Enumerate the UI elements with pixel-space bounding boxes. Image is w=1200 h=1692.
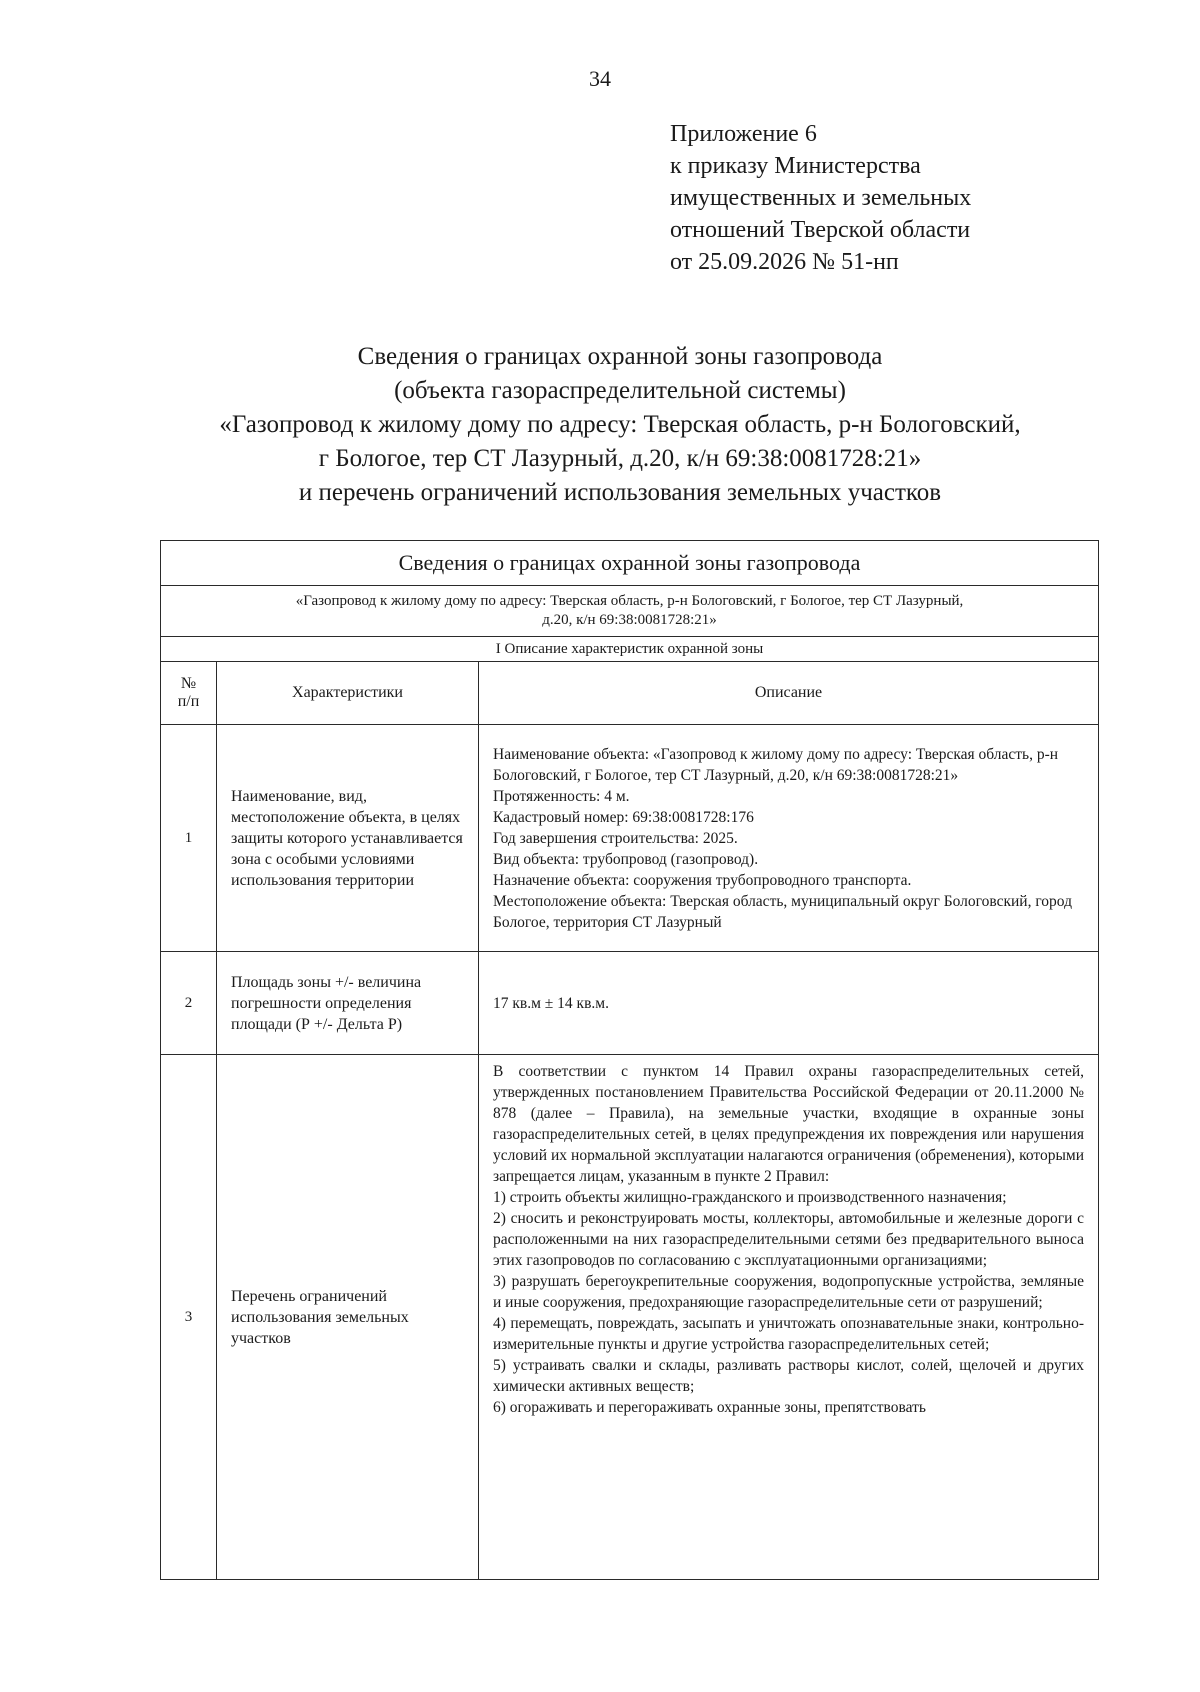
row-number: 1 <box>161 725 217 952</box>
description-line: 3) разрушать берегоукрепительные сооружения, водопропускные устройства, земляные и иные сооружения, предохраняющие газораспределительные сети от разрушений; <box>493 1273 1084 1311</box>
description-line: Назначение объекта: сооружения трубопроводного транспорта. <box>493 871 912 889</box>
appendix-line: к приказу Министерства <box>670 153 921 179</box>
description-line: 2) сносить и реконструировать мосты, коллекторы, автомобильные и железные дороги с расположенными на них газораспределительными сетями без предварительного выноса этих газопроводов по согласованию с эксплуатационными организациями; <box>493 1210 1084 1269</box>
table-row <box>161 725 1099 952</box>
description-line: 4) перемещать, повреждать, засыпать и уничтожать опознавательные знаки, контрольно-измерительные пункты и другие устройства газораспределительных сетей; <box>493 1315 1084 1353</box>
table-row <box>161 1055 1099 1580</box>
description-line: 17 кв.м ± 14 кв.м. <box>493 994 609 1012</box>
column-header-description: Описание <box>479 662 1099 725</box>
object-line: д.20, к/н 69:38:0081728:21» <box>542 612 717 628</box>
row-characteristic: Наименование, вид, местоположение объекта, в целях защиты которого устанавливается зона с особыми условиями использования территории <box>217 725 479 952</box>
description-line: Наименование объекта: «Газопровод к жилому дому по адресу: Тверская область, р-н Бологовский, г Бологое, тер СТ Лазурный, д.20, к/н 69:38:0081728:21» <box>493 745 1059 784</box>
row-number: 2 <box>161 952 217 1055</box>
table-object-name <box>161 586 1099 637</box>
row-characteristic: Перечень ограничений использования земельных участков <box>217 1055 479 1580</box>
document-title <box>150 340 1090 510</box>
description-line: Год завершения строительства: 2025. <box>493 829 738 847</box>
column-header-number <box>161 662 217 725</box>
page-number: 34 <box>589 66 611 91</box>
table-heading: Сведения о границах охранной зоны газопровода <box>161 541 1099 586</box>
title-line: г Бологое, тер СТ Лазурный, д.20, к/н 69:38:0081728:21» <box>318 445 922 472</box>
appendix-line: отношений Тверской области <box>670 217 971 243</box>
row-characteristic: Площадь зоны +/- величина погрешности определения площади (Р +/- Дельта Р) <box>217 952 479 1055</box>
column-header-number-line: п/п <box>177 693 200 710</box>
appendix-block <box>670 118 971 278</box>
description-line: Протяженность: 4 м. <box>493 787 630 805</box>
description-line: Местоположение объекта: Тверская область, муниципальный округ Бологовский, город Бологое, территория СТ Лазурный <box>493 892 1072 931</box>
description-line: 1) строить объекты жилищно-гражданского и производственного назначения; <box>493 1189 1007 1206</box>
title-line: (объекта газораспределительной системы) <box>394 377 846 404</box>
table-section-title: I Описание характеристик охранной зоны <box>161 637 1099 662</box>
column-header-number-line: № <box>180 675 197 692</box>
description-line: 6) огораживать и перегораживать охранные зоны, препятствовать <box>493 1399 926 1416</box>
description-line: В соответствии с пунктом 14 Правил охраны газораспределительных сетей, утвержденных постановлением Правительства Российской Федерации от 20.11.2000 № 878 (далее – Правила), на земельные участки, входящие в охранные зоны газораспределительных сетей, в целях предупреждения их повреждения или нарушения условий их нормальной эксплуатации налагаются ограничения (обременения), которыми запрещается лицам, указанным в пункте 2 Правил: <box>493 1063 1084 1185</box>
object-line: «Газопровод к жилому дому по адресу: Тверская область, р-н Бологовский, г Бологое, тер СТ Лазурный, <box>295 593 964 609</box>
appendix-line: от 25.09.2026 № 51-нп <box>670 249 899 275</box>
column-header-characteristics: Характеристики <box>217 662 479 725</box>
row-number: 3 <box>161 1055 217 1580</box>
row-description <box>479 952 1099 1055</box>
title-line: Сведения о границах охранной зоны газопровода <box>357 343 883 370</box>
row-description <box>479 1055 1099 1580</box>
title-line: «Газопровод к жилому дому по адресу: Тверская область, р-н Бологовский, <box>219 411 1021 438</box>
description-line: Вид объекта: трубопровод (газопровод). <box>493 850 759 868</box>
appendix-line: Приложение 6 <box>670 121 817 147</box>
description-line: 5) устраивать свалки и склады, разливать растворы кислот, солей, щелочей и других химически активных веществ; <box>493 1357 1084 1395</box>
description-line: Кадастровый номер: 69:38:0081728:176 <box>493 808 754 826</box>
zone-table <box>160 540 1099 1580</box>
row-description <box>479 725 1099 952</box>
appendix-line: имущественных и земельных <box>670 185 972 211</box>
table-row <box>161 952 1099 1055</box>
title-line: и перечень ограничений использования земельных участков <box>298 479 942 506</box>
